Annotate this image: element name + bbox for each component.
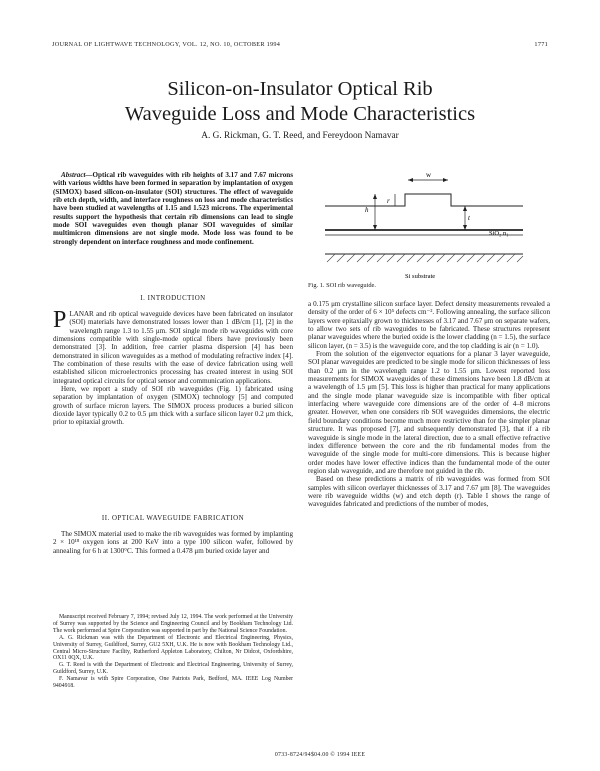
label-h: h	[365, 206, 369, 214]
footnote-received: Manuscript received February 7, 1994; revised July 12, 1994. The work performed at the University of Surrey was supported by the Science and Engineering Council and by Bookham Technology Ltd. The work performed at Spire Corporation was supported in part by the National Science Foundation.	[53, 614, 293, 634]
footnote-namavar: F. Namavar is with Spire Corporation, One Patriots Park, Bedford, MA. IEEE Log Number 9404918.	[53, 676, 293, 690]
paper-title	[40, 77, 560, 127]
running-header	[52, 41, 548, 53]
substrate-hatching	[327, 254, 523, 262]
journal-name: JOURNAL OF LIGHTWAVE TECHNOLOGY, VOL. 12, NO. 10, OCTOBER 1994	[52, 41, 281, 48]
label-t: t	[468, 214, 470, 222]
label-w: w	[426, 172, 432, 179]
fabrication-body	[53, 530, 293, 555]
right-paragraph-1: a 0.175 μm crystalline silicon surface layer. Defect density measurements revealed a density of the order of 6 × 10⁵ defects cm⁻². Following annealing, the surface silicon layers were epitaxially grown to thicknesses of 3.17 and 7.67 μm on separate wafers, to allow two sets of rib waveguides to be fabricated. These structures represent planar waveguides where the buried oxide is the lower cladding (n = 1.5), the surface silicon layer, (n = 3.5) is the waveguide core, and the top cladding is air (n = 1.0).	[308, 300, 550, 350]
label-sio2: SiO₂ n₁	[489, 230, 509, 237]
page-number: 1771	[534, 41, 548, 48]
title-line-1: Silicon-on-Insulator Optical Rib	[167, 78, 433, 100]
right-paragraph-3: Based on these predictions a matrix of rib waveguides was formed from SOI samples with silicon overlayer thicknesses of 3.17 and 7.67 μm [8]. The waveguides were rib waveguide widths (w) and etch depth (r). Table I shows the range of waveguides fabricated and predictions of the number of modes,	[308, 475, 550, 509]
right-paragraph-2: From the solution of the eigenvector equations for a planar 3 layer waveguide, SOI planar waveguides are predicted to be single mode for silicon thicknesses of less than 0.2 μm in the wavelength range 1.2 to 1.55 μm. Lowest reported loss measurements for SIMOX waveguides of these dimensions have been 1.8 dB/cm at a wavelength of 1.5 μm [5]. This loss is higher than practical for many applications and the single mode planar waveguide size is incompatible with fiber optical interfacing where waveguide core dimensions are of the order of 4–8 microns greater. However, when one considers rib SOI waveguides dimensions, the electric field boundary conditions become much more restrictive than for the simpler planar structure. It was proposed [7], and subsequently demonstrated [3], that if a rib waveguide is single mode in the lateral direction, due to a small effective refractive index difference between the core and the rib fundamental modes from the waveguide of the single mode for multi-core dimensions. This is because higher order modes have lower effective indices than the fundamental mode of the outer region slab waveguide, and are therefore not guided in the rib.	[308, 350, 550, 475]
figure-1-caption: Fig. 1. SOI rib waveguide.	[308, 282, 376, 289]
section-heading-fabrication: II. OPTICAL WAVEGUIDE FABRICATION	[101, 515, 245, 522]
width-arrow-head-right	[443, 178, 448, 182]
rib-outline	[325, 194, 523, 206]
height-arrow-head-top	[373, 194, 377, 199]
section-heading-introduction: I. INTRODUCTION	[140, 295, 206, 302]
right-column-body	[308, 300, 550, 509]
label-r: r	[387, 197, 390, 205]
abstract	[53, 171, 293, 246]
label-substrate: Si substrate	[405, 273, 436, 280]
fabrication-paragraph-1: The SIMOX material used to make the rib waveguides was formed by implanting 2 × 10¹⁸ oxygen ions at 200 KeV into a type 100 silicon wafer, followed by annealing for 6 h at 1300°C. This formed a 0.478 μm buried oxide layer and	[53, 530, 293, 555]
width-arrow-head-left	[408, 178, 413, 182]
intro-paragraph-2: Here, we report a study of SOI rib waveguides (Fig. 1) fabricated using separation by implantation of oxygen (SIMOX) technology [5] and computed growth of surface micron layers. The SIMOX process produces a buried silicon dioxide layer typically 0.2 to 0.5 μm thick with a surface silicon layer 0.2 μm thick, prior to epitaxial growth.	[53, 385, 293, 427]
footnotes	[53, 614, 293, 690]
abstract-text: Optical rib waveguides with rib heights of 3.17 and 7.67 microns with various widths have been formed in separation by implantation of oxygen (SIMOX) based silicon-on-insulator (SOI) structures. The effect of waveguide rib etch depth, width, and interface roughness on loss and mode characteristics have been studied at wavelengths of 1.15 and 1.523 microns. The experimental results support the hypothesis that certain rib dimensions can lead to single mode SOI waveguides even though planar SOI waveguides of similar multimicron dimensions are not single mode. Mode loss was found to be strongly dependent on interface roughness and mode confinement.	[53, 171, 293, 246]
abstract-paragraph	[53, 171, 293, 246]
intro-paragraph-1	[53, 307, 293, 385]
author-list: A. G. Rickman, G. T. Reed, and Fereydoon Namavar	[201, 131, 399, 141]
slab-arrow-head-top	[463, 206, 467, 211]
intro-paragraph-1-text: LANAR and rib optical waveguide devices have been fabricated on insulator (SOI) materials have demonstrated losses lower than 1 dB/cm [1], [2] in the wavelength range 1.3 to 1.55 μm. SOI single mode rib waveguides with core dimensions compatible with single-mode optical fibers have previously been demonstrated [3]. In addition, free carrier plasma dispersion [4] has been demonstrated in silicon waveguides as a method of modulating refractive index [4]. The combination of these results with the ease of device fabrication using well established silicon microelectronics processing has created interest in using SOI integrated optical circuits for optical sensor and communication applications.	[53, 310, 293, 385]
drop-cap: P	[53, 307, 67, 333]
copyright-footer: 0733-8724/94$04.00 © 1994 IEEE	[274, 752, 366, 758]
introduction-body	[53, 307, 293, 427]
abstract-label: Abstract—	[61, 171, 93, 179]
footnote-reed: G. T. Reed is with the Department of Electronic and Electrical Engineering, University of Surrey, Guildford, Surrey, U.K.	[53, 662, 293, 676]
title-line-2: Waveguide Loss and Mode Characteristics	[124, 103, 476, 125]
footnote-rickman: A. G. Rickman was with the Department of Electronic and Electrical Engineering, Physics, University of Surrey, Guildford, Surrey, GU2 5XH, U.K. He is now with Bookham Technology Ltd., Central Micro-Structure Facility, Rutherford Appleton Laboratory, Chilton, Nr Didcot, Oxfordshire, OX11 0QX, U.K.	[53, 634, 293, 662]
